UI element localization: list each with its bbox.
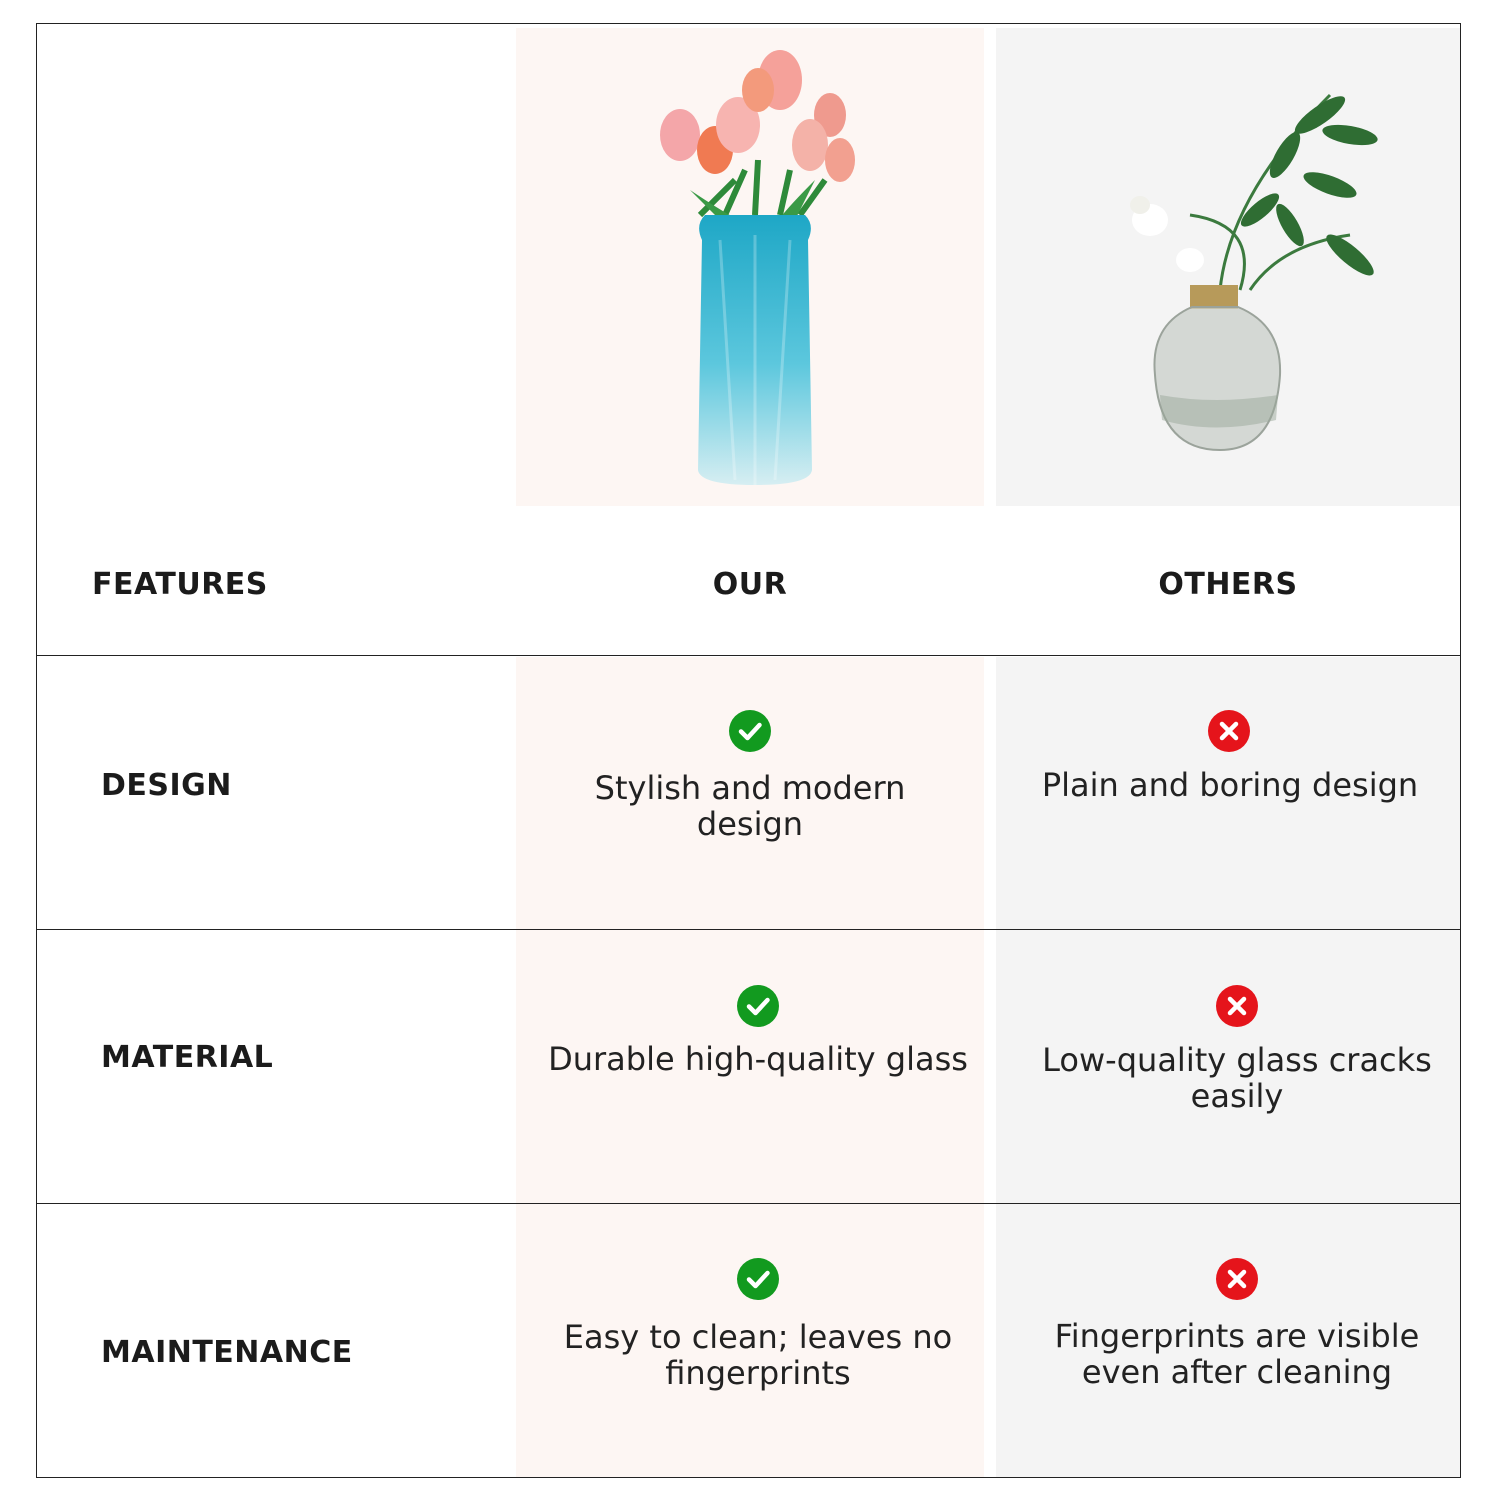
feature-label-design: DESIGN [101,768,232,803]
others-maintenance-text: Fingerprints are visible even after cleaning [1054,1317,1420,1391]
our-material-text: Durable high-quality glass [548,1040,968,1078]
row-divider [36,929,1461,930]
check-icon [729,710,771,752]
check-icon [737,985,779,1027]
features-header: FEATURES [92,567,268,602]
our-header: OUR [712,567,788,602]
others-material-text: Low-quality glass cracks easily [1042,1041,1432,1115]
cross-icon [1208,710,1250,752]
our-design-text: Stylish and modern design [594,769,906,843]
others-vase-image [1110,75,1400,460]
others-design-text: Plain and boring design [1041,766,1419,804]
feature-label-material: MATERIAL [101,1040,274,1075]
row-divider [36,655,1461,656]
row-divider [36,1203,1461,1204]
feature-label-maintenance: MAINTENANCE [101,1335,353,1370]
our-maintenance-text: Easy to clean; leaves no fingerprints [563,1318,953,1392]
others-header: OTHERS [1158,567,1298,602]
check-icon [737,1258,779,1300]
cross-icon [1216,1258,1258,1300]
cross-icon [1216,985,1258,1027]
our-vase-image [640,40,870,490]
